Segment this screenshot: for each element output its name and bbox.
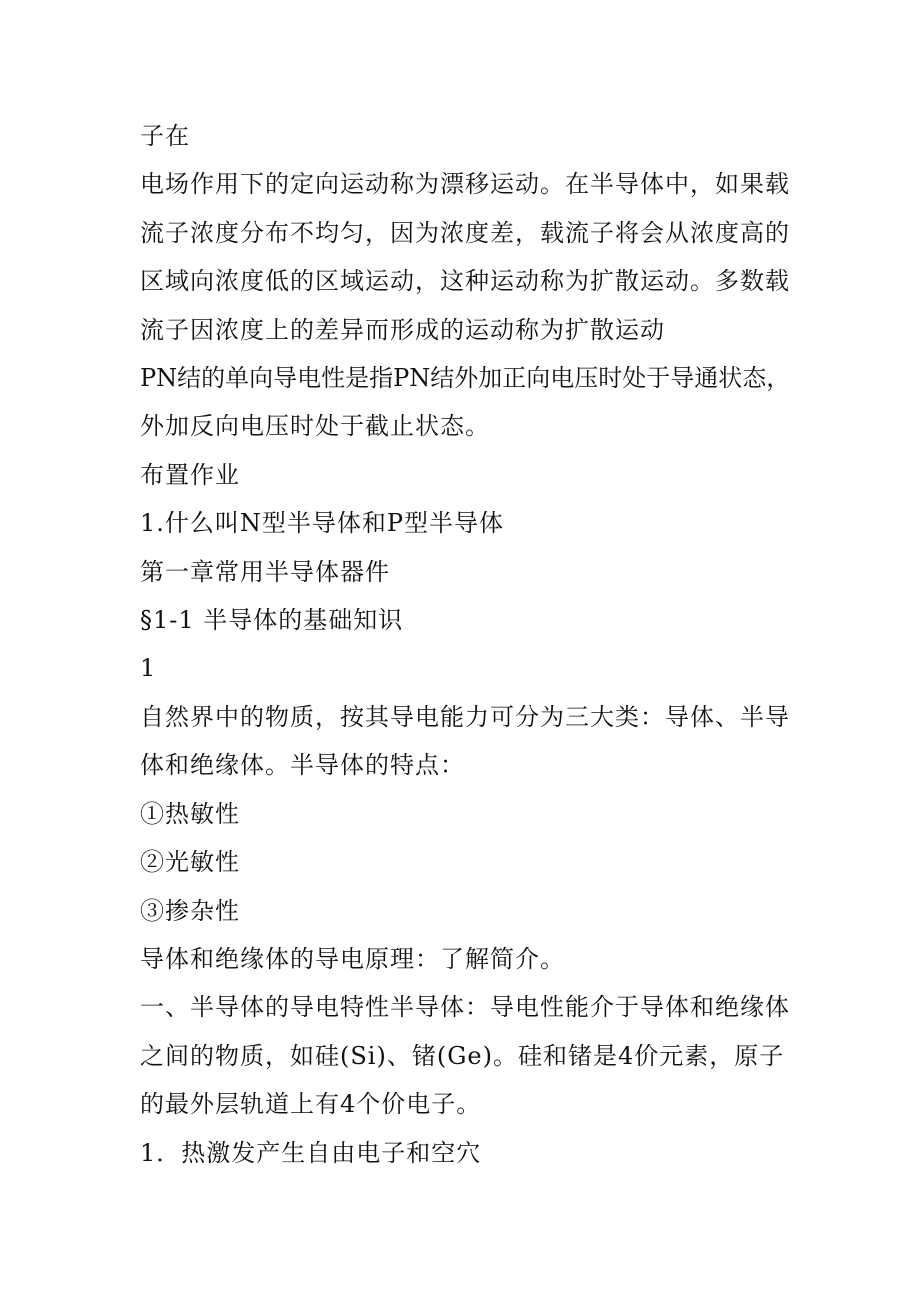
section-title: §1-1 半导体的基础知识 (140, 606, 404, 635)
list-item: ③掺杂性 (140, 896, 240, 925)
text-line: 导体和绝缘体的导电原理：了解简介。 (140, 944, 565, 973)
text-line: 的最外层轨道上有4个价电子。 (140, 1090, 482, 1119)
text-line: 流子浓度分布不均匀，因为浓度差，载流子将会从浓度高的 (140, 218, 790, 247)
document-body (140, 112, 790, 1177)
page-number: 1 (140, 654, 157, 683)
section-heading: 布置作业 (140, 460, 240, 489)
homework-item: 1.什么叫N型半导体和P型半导体 (140, 509, 505, 538)
list-item: ②光敏性 (140, 848, 240, 877)
text-line: 流子因浓度上的差异而形成的运动称为扩散运动 (140, 315, 665, 344)
chapter-title: 第一章常用半导体器件 (140, 557, 390, 586)
text-line: 外加反向电压时处于截止状态。 (140, 412, 490, 441)
text-line: 自然界中的物质，按其导电能力可分为三大类：导体、半导 (140, 702, 790, 731)
text-line: 体和绝缘体。半导体的特点： (140, 751, 465, 780)
text-line: 之间的物质，如硅(Si)、锗(Ge)。硅和锗是4价元素，原子 (140, 1041, 785, 1070)
text-line: 一、半导体的导电特性半导体：导电性能介于导体和绝缘体 (140, 993, 790, 1022)
list-item: ①热敏性 (140, 799, 240, 828)
subsection-heading: 1．热激发产生自由电子和空穴 (140, 1138, 482, 1167)
text-line: 电场作用下的定向运动称为漂移运动。在半导体中，如果载 (140, 170, 790, 199)
text-line: 区域向浓度低的区域运动，这种运动称为扩散运动。多数载 (140, 267, 790, 296)
text-line: PN结的单向导电性是指PN结外加正向电压时处于导通状态， (140, 364, 791, 393)
text-line: 子在 (140, 122, 190, 150)
